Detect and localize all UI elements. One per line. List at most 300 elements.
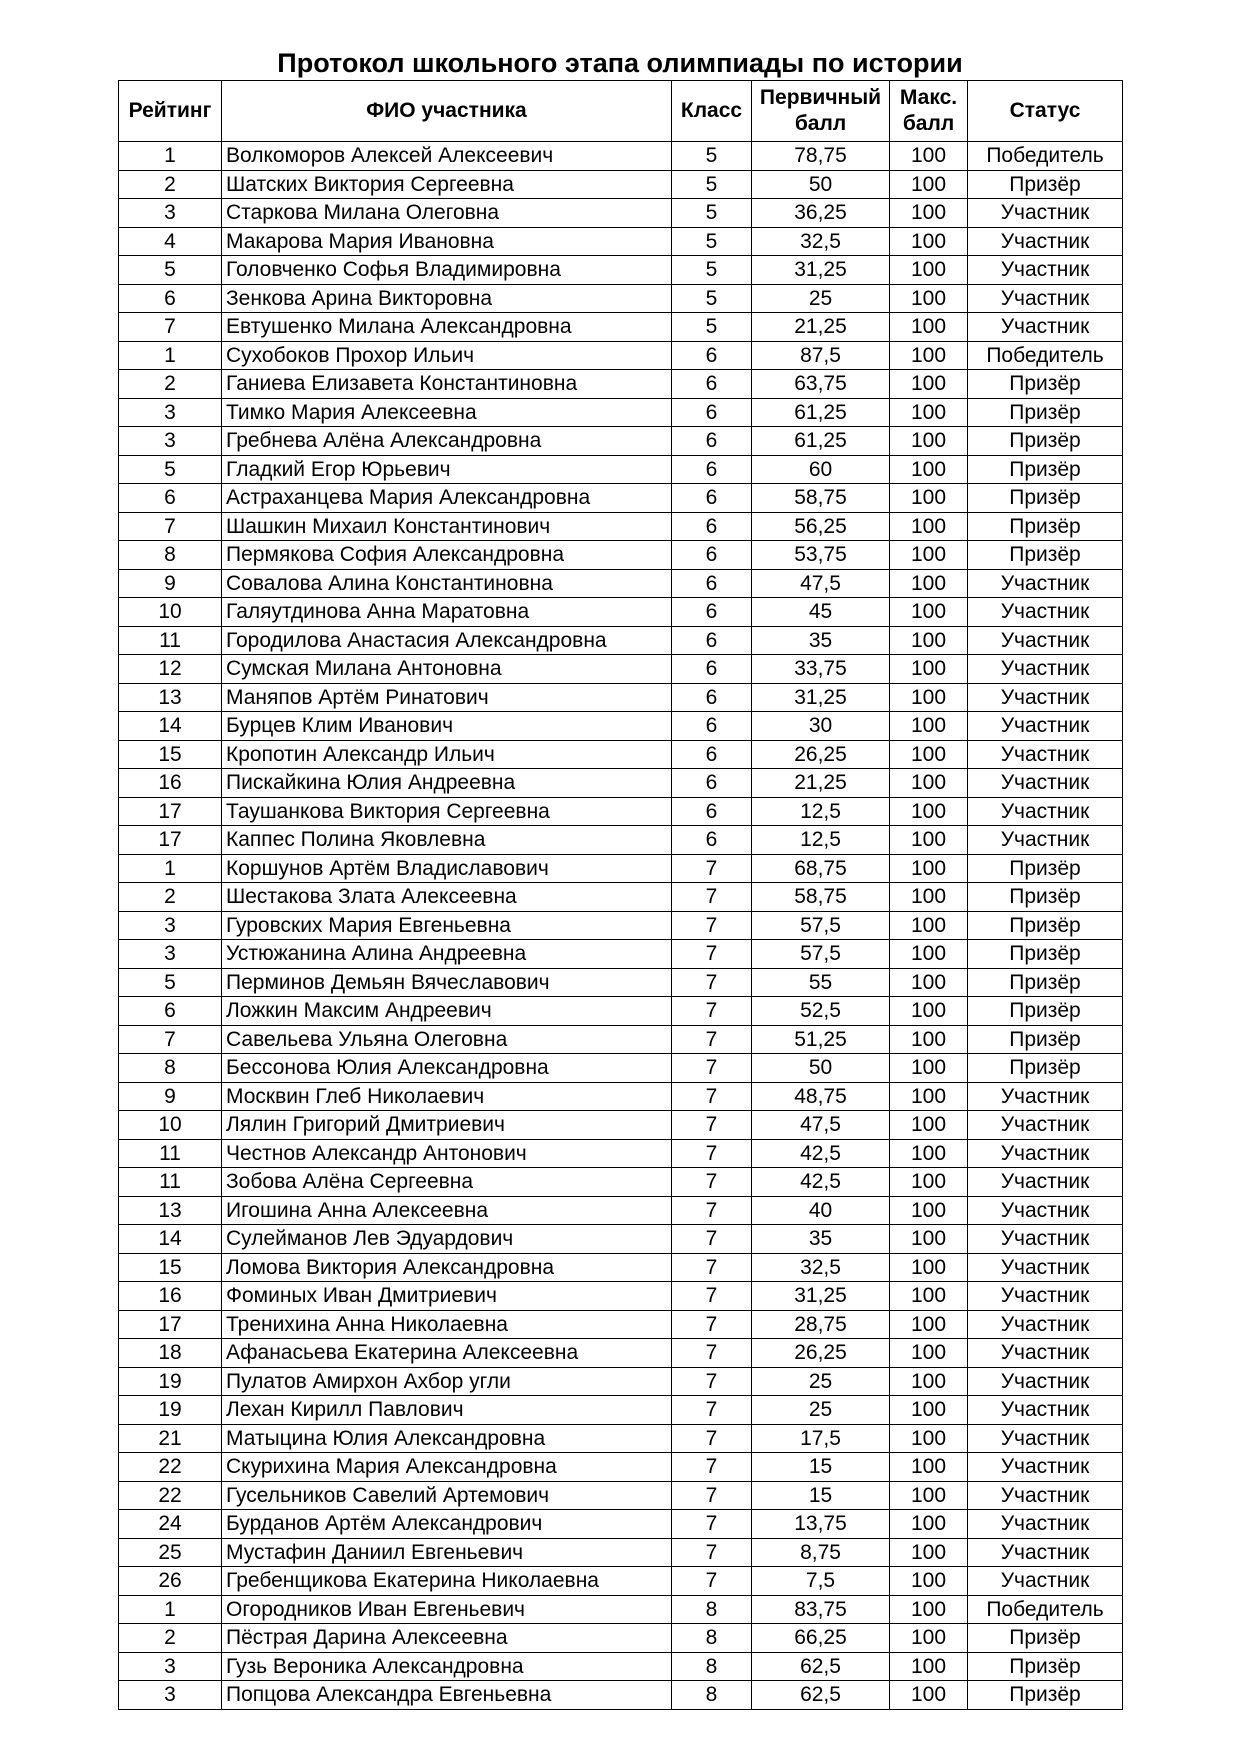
cell-grade: 6 xyxy=(672,797,752,826)
cell-name: Шатских Виктория Сергеевна xyxy=(222,170,672,199)
cell-max: 100 xyxy=(890,1253,968,1282)
cell-status: Призёр xyxy=(968,940,1123,969)
table-row xyxy=(119,341,1123,370)
table-row xyxy=(119,1624,1123,1653)
cell-score: 47,5 xyxy=(752,569,890,598)
cell-name: Перминов Демьян Вячеславович xyxy=(222,968,672,997)
cell-grade: 7 xyxy=(672,1225,752,1254)
table-row xyxy=(119,398,1123,427)
cell-score: 40 xyxy=(752,1196,890,1225)
cell-status: Участник xyxy=(968,626,1123,655)
cell-name: Гладкий Егор Юрьевич xyxy=(222,455,672,484)
cell-status: Участник xyxy=(968,655,1123,684)
cell-rank: 5 xyxy=(119,968,222,997)
cell-grade: 6 xyxy=(672,569,752,598)
cell-rank: 1 xyxy=(119,341,222,370)
cell-score: 12,5 xyxy=(752,797,890,826)
cell-max: 100 xyxy=(890,170,968,199)
table-row xyxy=(119,1196,1123,1225)
table-row xyxy=(119,1111,1123,1140)
cell-max: 100 xyxy=(890,1225,968,1254)
cell-rank: 19 xyxy=(119,1396,222,1425)
cell-status: Участник xyxy=(968,1339,1123,1368)
page-title: Протокол школьного этапа олимпиады по истории xyxy=(277,48,963,78)
header-score xyxy=(752,81,890,142)
table-row xyxy=(119,968,1123,997)
cell-status: Участник xyxy=(968,1196,1123,1225)
cell-max: 100 xyxy=(890,655,968,684)
cell-grade: 6 xyxy=(672,740,752,769)
cell-grade: 7 xyxy=(672,1168,752,1197)
cell-status: Участник xyxy=(968,769,1123,798)
cell-max: 100 xyxy=(890,626,968,655)
cell-max: 100 xyxy=(890,1339,968,1368)
table-row xyxy=(119,826,1123,855)
cell-rank: 2 xyxy=(119,1624,222,1653)
table-row xyxy=(119,1567,1123,1596)
cell-grade: 6 xyxy=(672,826,752,855)
cell-status: Участник xyxy=(968,740,1123,769)
cell-rank: 5 xyxy=(119,256,222,285)
table-body xyxy=(119,142,1123,1710)
cell-max: 100 xyxy=(890,313,968,342)
cell-max: 100 xyxy=(890,142,968,171)
cell-grade: 7 xyxy=(672,1196,752,1225)
cell-rank: 17 xyxy=(119,1310,222,1339)
cell-rank: 6 xyxy=(119,997,222,1026)
cell-score: 31,25 xyxy=(752,683,890,712)
cell-name: Огородников Иван Евгеньевич xyxy=(222,1595,672,1624)
cell-status: Участник xyxy=(968,1481,1123,1510)
results-table xyxy=(118,80,1123,1710)
cell-rank: 22 xyxy=(119,1481,222,1510)
cell-status: Участник xyxy=(968,683,1123,712)
cell-max: 100 xyxy=(890,1054,968,1083)
table-row xyxy=(119,1595,1123,1624)
cell-rank: 11 xyxy=(119,1168,222,1197)
cell-score: 58,75 xyxy=(752,484,890,513)
cell-max: 100 xyxy=(890,1424,968,1453)
cell-rank: 15 xyxy=(119,740,222,769)
cell-status: Участник xyxy=(968,227,1123,256)
cell-score: 68,75 xyxy=(752,854,890,883)
table-row xyxy=(119,256,1123,285)
cell-rank: 3 xyxy=(119,398,222,427)
cell-name: Волкоморов Алексей Алексеевич xyxy=(222,142,672,171)
cell-grade: 6 xyxy=(672,341,752,370)
cell-max: 100 xyxy=(890,769,968,798)
table-row xyxy=(119,797,1123,826)
cell-name: Ложкин Максим Андреевич xyxy=(222,997,672,1026)
cell-grade: 5 xyxy=(672,170,752,199)
table-row xyxy=(119,712,1123,741)
header-name: ФИО участника xyxy=(222,81,672,142)
cell-grade: 6 xyxy=(672,484,752,513)
cell-rank: 15 xyxy=(119,1253,222,1282)
cell-grade: 6 xyxy=(672,427,752,456)
table-row xyxy=(119,170,1123,199)
cell-max: 100 xyxy=(890,1624,968,1653)
cell-grade: 6 xyxy=(672,626,752,655)
cell-status: Победитель xyxy=(968,1595,1123,1624)
cell-grade: 6 xyxy=(672,769,752,798)
cell-max: 100 xyxy=(890,683,968,712)
cell-rank: 13 xyxy=(119,683,222,712)
table-row xyxy=(119,370,1123,399)
cell-rank: 3 xyxy=(119,1681,222,1710)
cell-name: Гребенщикова Екатерина Николаевна xyxy=(222,1567,672,1596)
cell-grade: 5 xyxy=(672,313,752,342)
header-max-line1: Макс. xyxy=(899,86,958,109)
cell-name: Сумская Милана Антоновна xyxy=(222,655,672,684)
cell-score: 52,5 xyxy=(752,997,890,1026)
cell-score: 32,5 xyxy=(752,1253,890,1282)
table-row xyxy=(119,883,1123,912)
cell-score: 32,5 xyxy=(752,227,890,256)
cell-name: Скурихина Мария Александровна xyxy=(222,1453,672,1482)
cell-rank: 14 xyxy=(119,712,222,741)
cell-grade: 7 xyxy=(672,1567,752,1596)
cell-rank: 6 xyxy=(119,284,222,313)
cell-name: Афанасьева Екатерина Алексеевна xyxy=(222,1339,672,1368)
cell-rank: 3 xyxy=(119,940,222,969)
cell-rank: 10 xyxy=(119,598,222,627)
cell-status: Участник xyxy=(968,1367,1123,1396)
cell-name: Каппес Полина Яковлевна xyxy=(222,826,672,855)
cell-score: 55 xyxy=(752,968,890,997)
cell-status: Участник xyxy=(968,797,1123,826)
cell-status: Участник xyxy=(968,1396,1123,1425)
cell-status: Участник xyxy=(968,1282,1123,1311)
cell-max: 100 xyxy=(890,1025,968,1054)
table-row xyxy=(119,911,1123,940)
cell-status: Победитель xyxy=(968,142,1123,171)
cell-name: Евтушенко Милана Александровна xyxy=(222,313,672,342)
cell-grade: 6 xyxy=(672,541,752,570)
cell-name: Шестакова Злата Алексеевна xyxy=(222,883,672,912)
cell-score: 42,5 xyxy=(752,1139,890,1168)
header-max xyxy=(890,81,968,142)
cell-name: Ломова Виктория Александровна xyxy=(222,1253,672,1282)
cell-status: Участник xyxy=(968,199,1123,228)
cell-score: 35 xyxy=(752,626,890,655)
cell-name: Москвин Глеб Николаевич xyxy=(222,1082,672,1111)
cell-name: Сулейманов Лев Эдуардович xyxy=(222,1225,672,1254)
cell-name: Бессонова Юлия Александровна xyxy=(222,1054,672,1083)
cell-max: 100 xyxy=(890,1595,968,1624)
cell-grade: 8 xyxy=(672,1652,752,1681)
cell-grade: 6 xyxy=(672,655,752,684)
cell-grade: 7 xyxy=(672,1054,752,1083)
cell-rank: 7 xyxy=(119,313,222,342)
cell-max: 100 xyxy=(890,826,968,855)
cell-score: 15 xyxy=(752,1481,890,1510)
table-row xyxy=(119,1481,1123,1510)
cell-score: 25 xyxy=(752,284,890,313)
cell-name: Гузь Вероника Александровна xyxy=(222,1652,672,1681)
cell-status: Участник xyxy=(968,826,1123,855)
cell-name: Игошина Анна Алексеевна xyxy=(222,1196,672,1225)
table-row xyxy=(119,598,1123,627)
cell-name: Гребнева Алёна Александровна xyxy=(222,427,672,456)
cell-status: Призёр xyxy=(968,541,1123,570)
cell-name: Гуровских Мария Евгеньевна xyxy=(222,911,672,940)
cell-name: Таушанкова Виктория Сергеевна xyxy=(222,797,672,826)
cell-rank: 9 xyxy=(119,1082,222,1111)
cell-status: Призёр xyxy=(968,1054,1123,1083)
cell-rank: 4 xyxy=(119,227,222,256)
table-row xyxy=(119,1396,1123,1425)
header-max-line2: балл xyxy=(902,112,955,135)
cell-name: Совалова Алина Константиновна xyxy=(222,569,672,598)
table-row xyxy=(119,1025,1123,1054)
cell-max: 100 xyxy=(890,1453,968,1482)
table-row xyxy=(119,512,1123,541)
cell-grade: 7 xyxy=(672,1339,752,1368)
cell-status: Участник xyxy=(968,598,1123,627)
cell-grade: 5 xyxy=(672,199,752,228)
cell-max: 100 xyxy=(890,1282,968,1311)
cell-score: 51,25 xyxy=(752,1025,890,1054)
table-row xyxy=(119,1339,1123,1368)
table-row xyxy=(119,1253,1123,1282)
cell-rank: 7 xyxy=(119,1025,222,1054)
cell-status: Участник xyxy=(968,1310,1123,1339)
cell-status: Участник xyxy=(968,1510,1123,1539)
table-row xyxy=(119,940,1123,969)
cell-grade: 7 xyxy=(672,940,752,969)
cell-name: Савельева Ульяна Олеговна xyxy=(222,1025,672,1054)
cell-grade: 7 xyxy=(672,1082,752,1111)
cell-max: 100 xyxy=(890,284,968,313)
cell-max: 100 xyxy=(890,427,968,456)
cell-status: Участник xyxy=(968,256,1123,285)
cell-grade: 7 xyxy=(672,1310,752,1339)
table-row xyxy=(119,1424,1123,1453)
cell-grade: 7 xyxy=(672,1367,752,1396)
cell-max: 100 xyxy=(890,370,968,399)
cell-rank: 26 xyxy=(119,1567,222,1596)
cell-score: 21,25 xyxy=(752,769,890,798)
cell-status: Призёр xyxy=(968,455,1123,484)
cell-score: 21,25 xyxy=(752,313,890,342)
cell-name: Зобова Алёна Сергеевна xyxy=(222,1168,672,1197)
cell-rank: 3 xyxy=(119,911,222,940)
table-row xyxy=(119,484,1123,513)
cell-grade: 7 xyxy=(672,1453,752,1482)
cell-grade: 5 xyxy=(672,142,752,171)
cell-max: 100 xyxy=(890,455,968,484)
cell-rank: 11 xyxy=(119,626,222,655)
table-row xyxy=(119,1282,1123,1311)
cell-max: 100 xyxy=(890,341,968,370)
cell-name: Макарова Мария Ивановна xyxy=(222,227,672,256)
cell-max: 100 xyxy=(890,1310,968,1339)
cell-grade: 7 xyxy=(672,1510,752,1539)
cell-status: Призёр xyxy=(968,1025,1123,1054)
cell-max: 100 xyxy=(890,854,968,883)
cell-max: 100 xyxy=(890,484,968,513)
cell-score: 15 xyxy=(752,1453,890,1482)
table-row xyxy=(119,227,1123,256)
header-status: Статус xyxy=(968,81,1123,142)
cell-score: 13,75 xyxy=(752,1510,890,1539)
cell-grade: 8 xyxy=(672,1624,752,1653)
cell-grade: 6 xyxy=(672,598,752,627)
cell-max: 100 xyxy=(890,1367,968,1396)
cell-name: Кропотин Александр Ильич xyxy=(222,740,672,769)
cell-status: Призёр xyxy=(968,370,1123,399)
cell-score: 50 xyxy=(752,170,890,199)
cell-score: 42,5 xyxy=(752,1168,890,1197)
cell-name: Матыцина Юлия Александровна xyxy=(222,1424,672,1453)
cell-score: 7,5 xyxy=(752,1567,890,1596)
cell-status: Участник xyxy=(968,1453,1123,1482)
cell-score: 26,25 xyxy=(752,1339,890,1368)
cell-name: Устюжанина Алина Андреевна xyxy=(222,940,672,969)
table-row xyxy=(119,1367,1123,1396)
cell-rank: 1 xyxy=(119,142,222,171)
cell-score: 83,75 xyxy=(752,1595,890,1624)
cell-score: 25 xyxy=(752,1396,890,1425)
cell-score: 63,75 xyxy=(752,370,890,399)
cell-status: Призёр xyxy=(968,398,1123,427)
table-row xyxy=(119,1681,1123,1710)
table-row xyxy=(119,740,1123,769)
cell-status: Участник xyxy=(968,1111,1123,1140)
table-row xyxy=(119,1310,1123,1339)
table-row xyxy=(119,1453,1123,1482)
cell-name: Галяутдинова Анна Маратовна xyxy=(222,598,672,627)
cell-max: 100 xyxy=(890,1396,968,1425)
cell-name: Коршунов Артём Владиславович xyxy=(222,854,672,883)
cell-rank: 16 xyxy=(119,1282,222,1311)
cell-rank: 12 xyxy=(119,655,222,684)
cell-status: Призёр xyxy=(968,883,1123,912)
cell-score: 48,75 xyxy=(752,1082,890,1111)
cell-rank: 21 xyxy=(119,1424,222,1453)
cell-max: 100 xyxy=(890,1139,968,1168)
cell-rank: 16 xyxy=(119,769,222,798)
cell-grade: 7 xyxy=(672,854,752,883)
cell-status: Призёр xyxy=(968,170,1123,199)
cell-name: Старкова Милана Олеговна xyxy=(222,199,672,228)
cell-score: 12,5 xyxy=(752,826,890,855)
cell-grade: 8 xyxy=(672,1595,752,1624)
table-row xyxy=(119,142,1123,171)
cell-name: Лялин Григорий Дмитриевич xyxy=(222,1111,672,1140)
cell-score: 17,5 xyxy=(752,1424,890,1453)
cell-score: 62,5 xyxy=(752,1652,890,1681)
cell-rank: 3 xyxy=(119,427,222,456)
cell-name: Тимко Мария Алексеевна xyxy=(222,398,672,427)
cell-grade: 8 xyxy=(672,1681,752,1710)
cell-rank: 11 xyxy=(119,1139,222,1168)
cell-status: Призёр xyxy=(968,1624,1123,1653)
table-row xyxy=(119,455,1123,484)
cell-grade: 7 xyxy=(672,997,752,1026)
cell-max: 100 xyxy=(890,512,968,541)
cell-grade: 6 xyxy=(672,712,752,741)
cell-grade: 7 xyxy=(672,1253,752,1282)
cell-score: 47,5 xyxy=(752,1111,890,1140)
cell-max: 100 xyxy=(890,1082,968,1111)
table-row xyxy=(119,683,1123,712)
cell-grade: 5 xyxy=(672,256,752,285)
cell-score: 57,5 xyxy=(752,911,890,940)
cell-max: 100 xyxy=(890,883,968,912)
cell-score: 66,25 xyxy=(752,1624,890,1653)
cell-score: 62,5 xyxy=(752,1681,890,1710)
table-row xyxy=(119,655,1123,684)
cell-score: 31,25 xyxy=(752,256,890,285)
cell-rank: 7 xyxy=(119,512,222,541)
cell-max: 100 xyxy=(890,712,968,741)
cell-max: 100 xyxy=(890,968,968,997)
cell-rank: 14 xyxy=(119,1225,222,1254)
table-row xyxy=(119,769,1123,798)
cell-grade: 6 xyxy=(672,370,752,399)
cell-status: Призёр xyxy=(968,911,1123,940)
cell-max: 100 xyxy=(890,1196,968,1225)
cell-rank: 13 xyxy=(119,1196,222,1225)
cell-grade: 7 xyxy=(672,1025,752,1054)
cell-rank: 18 xyxy=(119,1339,222,1368)
cell-name: Пёстрая Дарина Алексеевна xyxy=(222,1624,672,1653)
table-row xyxy=(119,284,1123,313)
cell-rank: 2 xyxy=(119,370,222,399)
cell-grade: 7 xyxy=(672,1282,752,1311)
table-row xyxy=(119,569,1123,598)
cell-score: 56,25 xyxy=(752,512,890,541)
table-row xyxy=(119,1225,1123,1254)
cell-status: Участник xyxy=(968,1253,1123,1282)
table-row xyxy=(119,1082,1123,1111)
cell-score: 87,5 xyxy=(752,341,890,370)
cell-grade: 6 xyxy=(672,683,752,712)
cell-grade: 7 xyxy=(672,1538,752,1567)
table-header xyxy=(119,81,1123,142)
cell-max: 100 xyxy=(890,398,968,427)
table-row xyxy=(119,626,1123,655)
cell-name: Сухобоков Прохор Ильич xyxy=(222,341,672,370)
table-row xyxy=(119,1652,1123,1681)
cell-rank: 25 xyxy=(119,1538,222,1567)
cell-status: Призёр xyxy=(968,512,1123,541)
cell-max: 100 xyxy=(890,541,968,570)
cell-status: Участник xyxy=(968,1082,1123,1111)
header-rank: Рейтинг xyxy=(119,81,222,142)
cell-rank: 5 xyxy=(119,455,222,484)
cell-status: Участник xyxy=(968,1168,1123,1197)
cell-name: Честнов Александр Антонович xyxy=(222,1139,672,1168)
cell-max: 100 xyxy=(890,911,968,940)
cell-score: 57,5 xyxy=(752,940,890,969)
cell-status: Участник xyxy=(968,284,1123,313)
header-score-line1: Первичный xyxy=(759,86,882,109)
cell-max: 100 xyxy=(890,797,968,826)
cell-score: 53,75 xyxy=(752,541,890,570)
cell-max: 100 xyxy=(890,1652,968,1681)
cell-max: 100 xyxy=(890,1168,968,1197)
cell-grade: 5 xyxy=(672,284,752,313)
table-row xyxy=(119,854,1123,883)
cell-max: 100 xyxy=(890,1111,968,1140)
cell-name: Зенкова Арина Викторовна xyxy=(222,284,672,313)
cell-max: 100 xyxy=(890,1567,968,1596)
cell-score: 28,75 xyxy=(752,1310,890,1339)
table-row xyxy=(119,1168,1123,1197)
